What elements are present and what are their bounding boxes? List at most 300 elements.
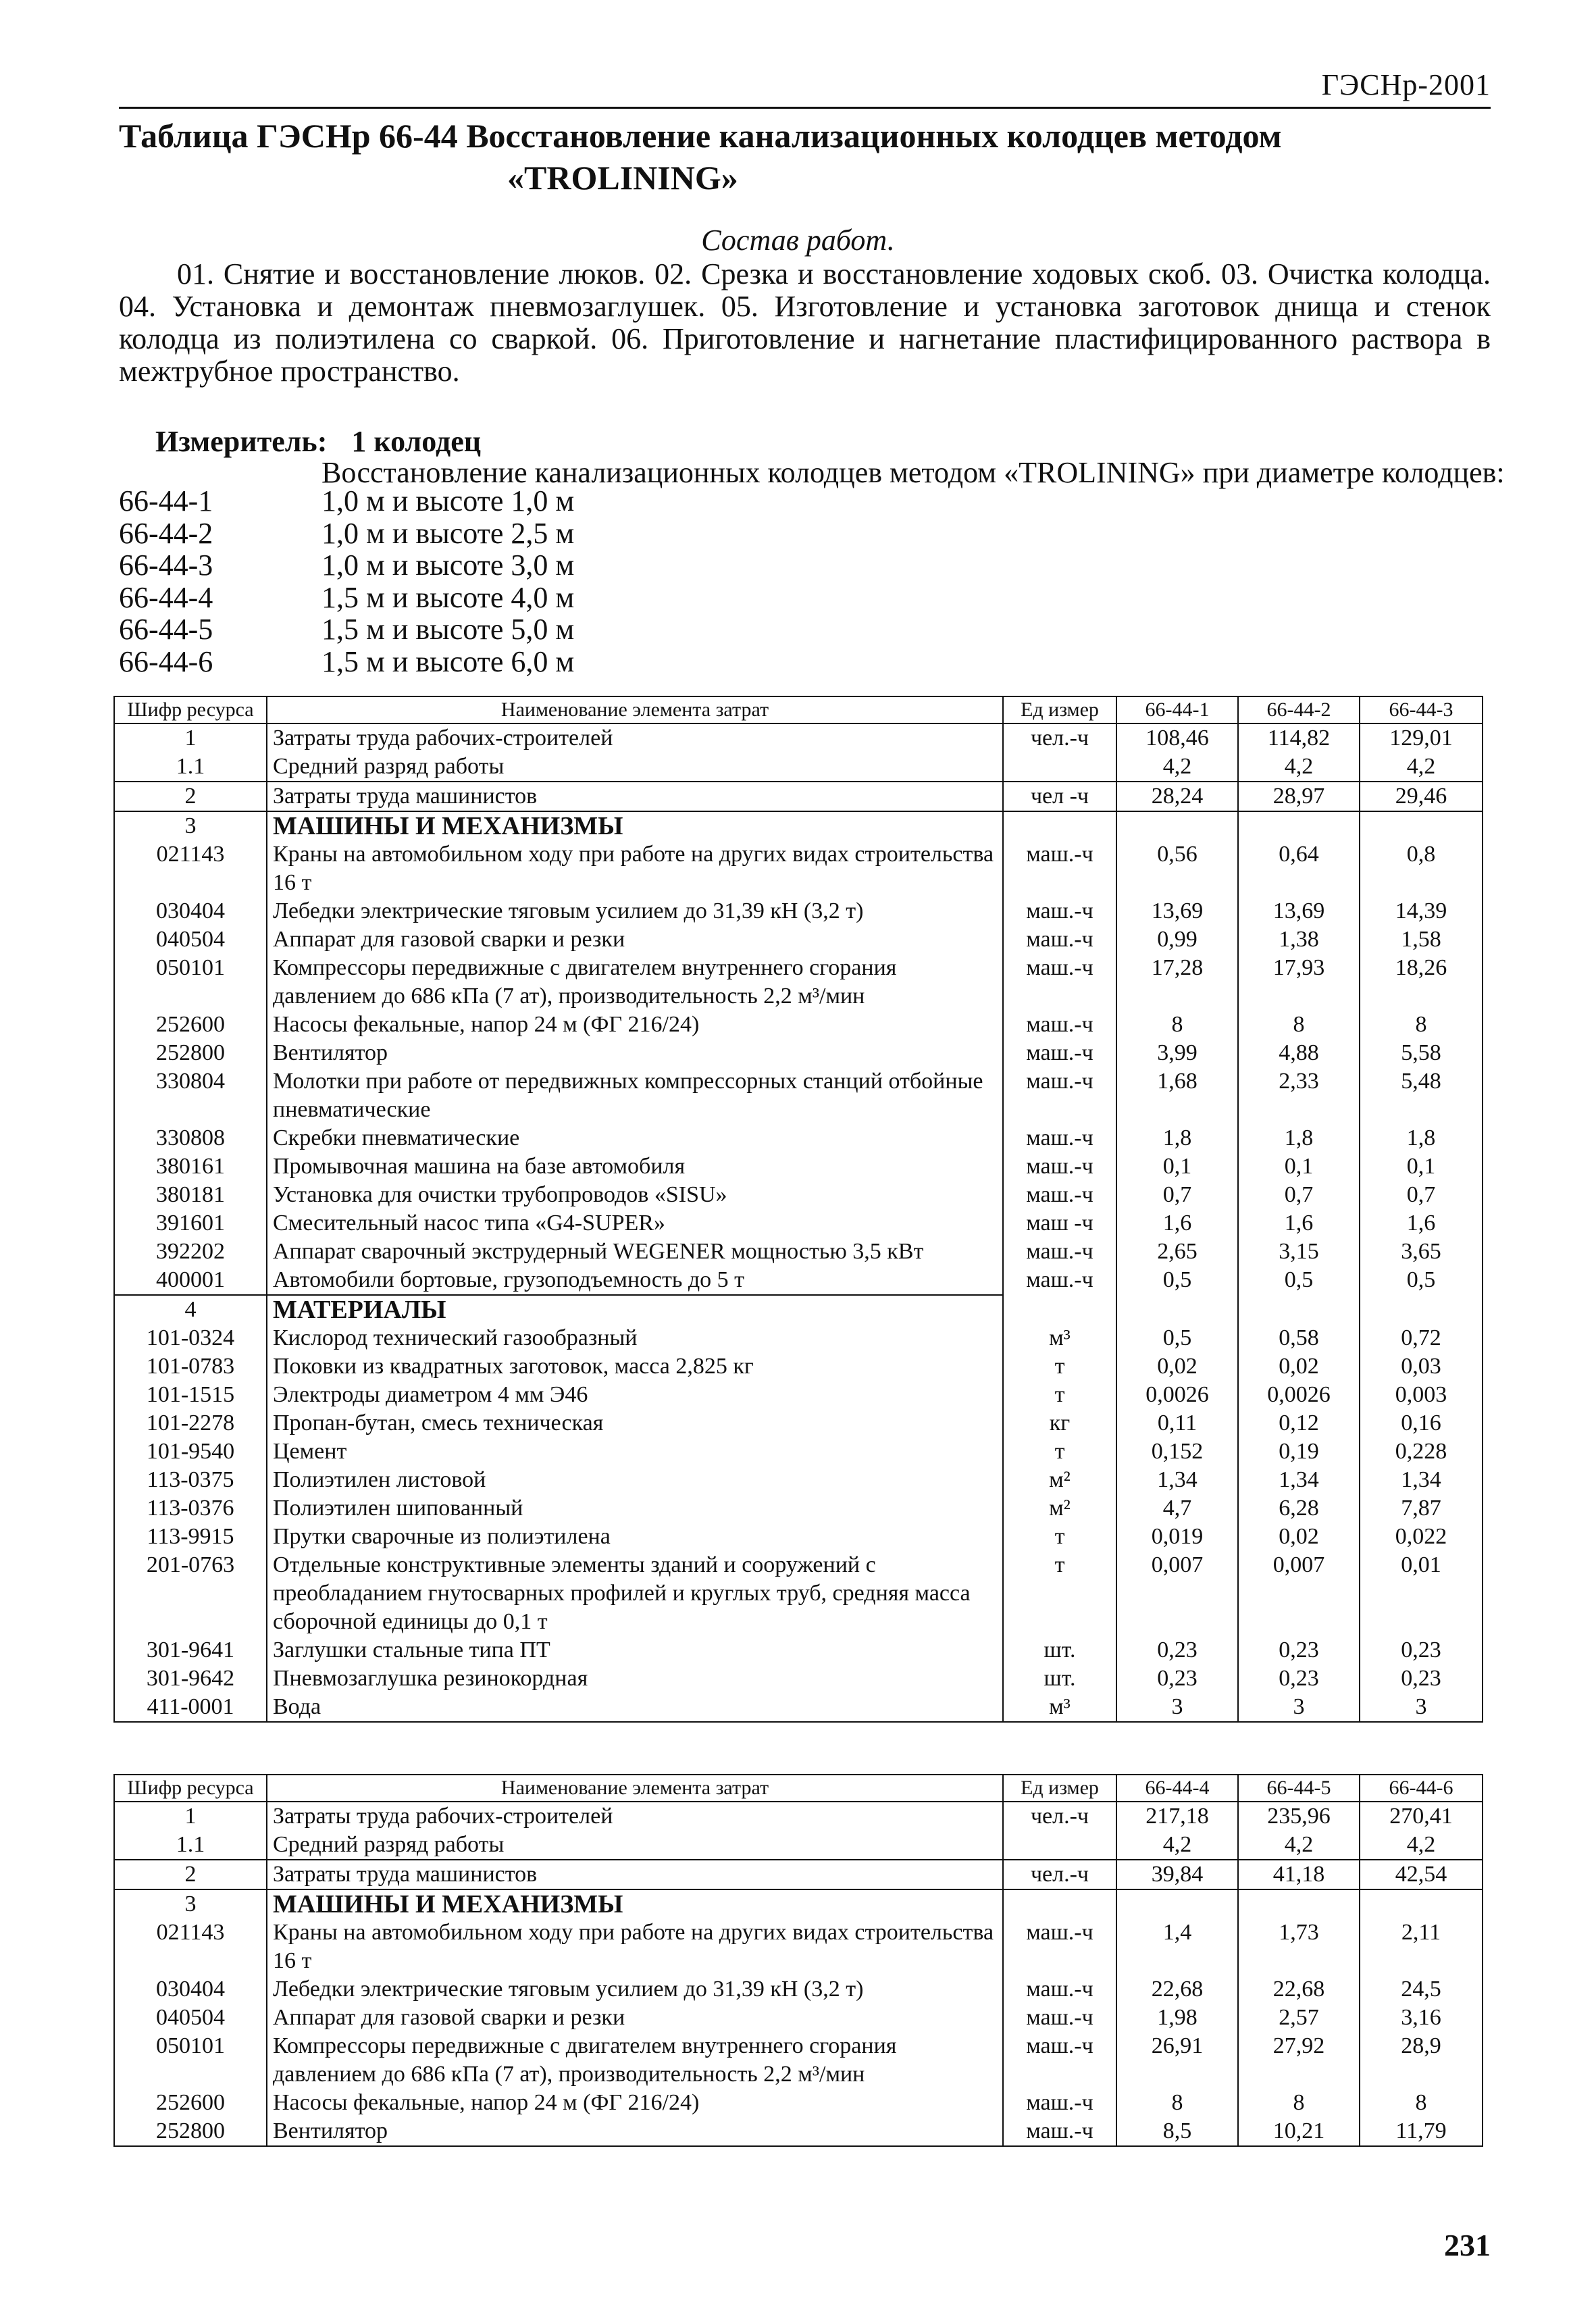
cost-name-cell: Скребки пневматические — [267, 1124, 1003, 1152]
resource-code-cell: 113-0375 — [114, 1466, 267, 1494]
cost-name-cell: Вода — [267, 1693, 1003, 1722]
value-cell: 0,23 — [1238, 1636, 1360, 1664]
value-cell: 1,4 — [1116, 1918, 1238, 1975]
value-cell: 0,5 — [1116, 1324, 1238, 1352]
table-row — [114, 1831, 1483, 1860]
table-row — [114, 1551, 1483, 1636]
variant-desc: 1,5 м и высоте 5,0 м — [321, 613, 575, 646]
value-cell: 1,34 — [1360, 1466, 1483, 1494]
table-row — [114, 782, 1483, 811]
unit-cell: маш.-ч — [1003, 1152, 1116, 1181]
unit-cell: т — [1003, 1523, 1116, 1551]
unit-cell: маш.-ч — [1003, 897, 1116, 925]
value-cell: 8 — [1116, 1011, 1238, 1039]
value-cell: 42,54 — [1360, 1860, 1483, 1889]
unit-cell: маш.-ч — [1003, 1124, 1116, 1152]
value-cell: 0,5 — [1116, 1266, 1238, 1295]
table-row — [114, 1266, 1483, 1295]
value-cell: 0,7 — [1360, 1181, 1483, 1209]
value-cell: 2,57 — [1238, 2004, 1360, 2032]
resource-code-cell: 400001 — [114, 1266, 267, 1295]
value-cell: 22,68 — [1116, 1975, 1238, 2004]
col-header-variant-1: 66-44-1 — [1116, 696, 1238, 723]
value-cell: 27,92 — [1238, 2032, 1360, 2089]
unit-cell: маш.-ч — [1003, 1266, 1116, 1295]
value-cell: 0,003 — [1360, 1381, 1483, 1409]
cost-name-cell: Затраты труда рабочих-строителей — [267, 1802, 1003, 1831]
value-cell: 22,68 — [1238, 1975, 1360, 2004]
cost-name-cell: Промывочная машина на базе автомобиля — [267, 1152, 1003, 1181]
page-number: 231 — [1444, 2228, 1491, 2262]
resource-code-cell: 040504 — [114, 2004, 267, 2032]
unit-cell: маш.-ч — [1003, 1238, 1116, 1266]
resource-code-cell: 4 — [114, 1295, 267, 1324]
table-row — [114, 753, 1483, 782]
value-cell: 0,02 — [1238, 1352, 1360, 1381]
unit-cell: т — [1003, 1381, 1116, 1409]
unit-cell: кг — [1003, 1409, 1116, 1438]
cost-name-cell: Молотки при работе от передвижных компрессорных станций отбойные пневматические — [267, 1067, 1003, 1124]
col-header-variant-4: 66-44-4 — [1116, 1775, 1238, 1802]
value-cell: 4,2 — [1116, 753, 1238, 782]
unit-cell: маш.-ч — [1003, 925, 1116, 954]
value-cell: 0,022 — [1360, 1523, 1483, 1551]
variant-code: 66-44-5 — [119, 613, 213, 646]
col-header-variant-2: 66-44-2 — [1238, 696, 1360, 723]
value-cell: 0,11 — [1116, 1409, 1238, 1438]
unit-cell: маш.-ч — [1003, 1067, 1116, 1124]
unit-cell — [1003, 1889, 1116, 1918]
variant-item — [119, 549, 574, 582]
measurer-label: Измеритель: — [155, 425, 328, 458]
variant-item — [119, 517, 574, 550]
unit-cell: т — [1003, 1551, 1116, 1636]
table-row — [114, 1975, 1483, 2004]
resource-code-cell: 021143 — [114, 1918, 267, 1975]
cost-name-cell: Средний разряд работы — [267, 1831, 1003, 1860]
unit-cell — [1003, 1831, 1116, 1860]
cost-name-cell: Краны на автомобильном ходу при работе на других видах строительства 16 т — [267, 1918, 1003, 1975]
variant-desc: 1,0 м и высоте 2,5 м — [321, 516, 575, 550]
unit-cell: маш.-ч — [1003, 1918, 1116, 1975]
cost-name-cell: Лебедки электрические тяговым усилием до 31,39 кН (3,2 т) — [267, 1975, 1003, 2004]
measurer-value: 1 колодец — [351, 425, 482, 458]
value-cell: 4,2 — [1238, 1831, 1360, 1860]
variant-code: 66-44-1 — [119, 484, 213, 517]
table-row — [114, 1523, 1483, 1551]
value-cell: 8 — [1116, 2089, 1238, 2117]
variants-list — [119, 485, 574, 678]
table-row — [114, 1466, 1483, 1494]
resource-code-cell: 113-0376 — [114, 1494, 267, 1523]
unit-cell: чел.-ч — [1003, 1802, 1116, 1831]
value-cell: 0,12 — [1238, 1409, 1360, 1438]
resource-code-cell: 1.1 — [114, 753, 267, 782]
table-row — [114, 1636, 1483, 1664]
cost-name-cell: Аппарат для газовой сварки и резки — [267, 925, 1003, 954]
value-cell: 0,152 — [1116, 1438, 1238, 1466]
value-cell: 4,2 — [1116, 1831, 1238, 1860]
value-cell: 0,23 — [1116, 1664, 1238, 1693]
table-row — [114, 1438, 1483, 1466]
value-cell: 39,84 — [1116, 1860, 1238, 1889]
value-cell: 3,65 — [1360, 1238, 1483, 1266]
unit-cell: т — [1003, 1438, 1116, 1466]
value-cell: 0,02 — [1238, 1523, 1360, 1551]
value-cell: 1,73 — [1238, 1918, 1360, 1975]
table-section-row — [114, 811, 1483, 840]
composition-caption: Состав работ. — [701, 224, 895, 257]
value-cell: 0,23 — [1360, 1636, 1483, 1664]
resource-code-cell: 330808 — [114, 1124, 267, 1152]
value-cell: 0,7 — [1238, 1181, 1360, 1209]
cost-name-cell: Цемент — [267, 1438, 1003, 1466]
variant-item — [119, 485, 574, 517]
value-cell: 13,69 — [1116, 897, 1238, 925]
value-cell: 0,64 — [1238, 840, 1360, 897]
value-cell: 1,58 — [1360, 925, 1483, 954]
variant-item — [119, 582, 574, 614]
value-cell: 0,56 — [1116, 840, 1238, 897]
cost-name-cell: Затраты труда машинистов — [267, 782, 1003, 811]
cost-table-1 — [113, 696, 1483, 1723]
value-cell: 0,23 — [1360, 1664, 1483, 1693]
table-row — [114, 2117, 1483, 2146]
resource-code-cell: 301-9642 — [114, 1664, 267, 1693]
resource-code-cell: 411-0001 — [114, 1693, 267, 1722]
unit-cell: маш.-ч — [1003, 840, 1116, 897]
unit-cell: чел.-ч — [1003, 1860, 1116, 1889]
table-row — [114, 840, 1483, 897]
value-cell: 0,19 — [1238, 1438, 1360, 1466]
resource-code-cell: 392202 — [114, 1238, 267, 1266]
value-cell: 0,5 — [1360, 1266, 1483, 1295]
cost-name-cell: Заглушки стальные типа ПТ — [267, 1636, 1003, 1664]
value-cell: 3,99 — [1116, 1039, 1238, 1067]
value-cell: 235,96 — [1238, 1802, 1360, 1831]
unit-cell: маш.-ч — [1003, 2117, 1116, 2146]
table-row — [114, 1918, 1483, 1975]
col-header-cost-name: Наименование элемента затрат — [267, 696, 1003, 723]
resource-code-cell: 252800 — [114, 1039, 267, 1067]
unit-cell: чел.-ч — [1003, 723, 1116, 753]
value-cell: 8,5 — [1116, 2117, 1238, 2146]
table-row — [114, 954, 1483, 1011]
value-cell: 0,7 — [1116, 1181, 1238, 1209]
unit-cell: маш.-ч — [1003, 1975, 1116, 2004]
variant-item — [119, 646, 574, 678]
table-header-row — [114, 696, 1483, 723]
value-cell: 26,91 — [1116, 2032, 1238, 2089]
col-header-variant-3: 66-44-3 — [1360, 696, 1483, 723]
table-row — [114, 723, 1483, 753]
value-cell: 0,0026 — [1238, 1381, 1360, 1409]
value-cell: 217,18 — [1116, 1802, 1238, 1831]
resource-code-cell: 030404 — [114, 1975, 267, 2004]
cost-name-cell: МАТЕРИАЛЫ — [267, 1295, 1003, 1324]
value-cell: 6,28 — [1238, 1494, 1360, 1523]
value-cell: 4,7 — [1116, 1494, 1238, 1523]
table-row — [114, 1693, 1483, 1722]
resource-code-cell: 301-9641 — [114, 1636, 267, 1664]
cost-name-cell: Краны на автомобильном ходу при работе на других видах строительства 16 т — [267, 840, 1003, 897]
value-cell: 5,58 — [1360, 1039, 1483, 1067]
resource-code-cell: 1.1 — [114, 1831, 267, 1860]
unit-cell: м² — [1003, 1494, 1116, 1523]
table-row — [114, 1860, 1483, 1889]
page-title — [119, 115, 1335, 199]
table-row — [114, 1238, 1483, 1266]
cost-name-cell: Полиэтилен шипованный — [267, 1494, 1003, 1523]
value-cell: 8 — [1360, 2089, 1483, 2117]
cost-name-cell: Прутки сварочные из полиэтилена — [267, 1523, 1003, 1551]
variant-desc: 1,5 м и высоте 4,0 м — [321, 580, 575, 614]
cost-name-cell: МАШИНЫ И МЕХАНИЗМЫ — [267, 1889, 1003, 1918]
resource-code-cell: 380161 — [114, 1152, 267, 1181]
value-cell: 1,98 — [1116, 2004, 1238, 2032]
variant-desc: 1,0 м и высоте 3,0 м — [321, 549, 575, 582]
table-row — [114, 2089, 1483, 2117]
col-header-unit: Ед измер — [1003, 696, 1116, 723]
value-cell: 14,39 — [1360, 897, 1483, 925]
cost-name-cell: Установка для очистки трубопроводов «SISU» — [267, 1181, 1003, 1209]
resource-code-cell: 330804 — [114, 1067, 267, 1124]
value-cell: 7,87 — [1360, 1494, 1483, 1523]
value-cell: 129,01 — [1360, 723, 1483, 753]
unit-cell: маш.-ч — [1003, 1011, 1116, 1039]
table-row — [114, 1209, 1483, 1238]
resource-code-cell: 201-0763 — [114, 1551, 267, 1636]
value-cell: 0,02 — [1116, 1352, 1238, 1381]
composition-text: 01. Снятие и восстановление люков. 02. Срезка и восстановление ходовых скоб. 03. Очистка колодца. 04. Установка и демонтаж пневмозаглушек. 05. Изготовление и установка заготовок днища и стенок колодца из полиэтилена со сваркой. 06. Приготовление и нагнетание пластифицированного раствора в межтрубное пространство. — [119, 257, 1491, 388]
table-row — [114, 1067, 1483, 1124]
table-row — [114, 1664, 1483, 1693]
value-cell: 108,46 — [1116, 723, 1238, 753]
cost-table-2 — [113, 1774, 1483, 2147]
measurer — [155, 424, 505, 459]
value-cell — [1238, 811, 1360, 840]
value-cell: 0,1 — [1116, 1152, 1238, 1181]
value-cell: 29,46 — [1360, 782, 1483, 811]
value-cell: 8 — [1238, 1011, 1360, 1039]
unit-cell — [1003, 1295, 1116, 1324]
table-row — [114, 1181, 1483, 1209]
cost-name-cell: Пневмозаглушка резинокордная — [267, 1664, 1003, 1693]
variant-desc: 1,0 м и высоте 1,0 м — [321, 484, 575, 517]
value-cell: 0,1 — [1238, 1152, 1360, 1181]
variant-item — [119, 613, 574, 646]
resource-code-cell: 050101 — [114, 954, 267, 1011]
value-cell: 1,68 — [1116, 1067, 1238, 1124]
value-cell: 1,8 — [1238, 1124, 1360, 1152]
value-cell — [1360, 1295, 1483, 1324]
unit-cell: маш.-ч — [1003, 954, 1116, 1011]
cost-name-cell: Смесительный насос типа «G4-SUPER» — [267, 1209, 1003, 1238]
value-cell: 1,6 — [1116, 1209, 1238, 1238]
resource-code-cell: 101-9540 — [114, 1438, 267, 1466]
unit-cell: м³ — [1003, 1324, 1116, 1352]
value-cell: 1,34 — [1238, 1466, 1360, 1494]
resource-code-cell: 050101 — [114, 2032, 267, 2089]
cost-name-cell: Насосы фекальные, напор 24 м (ФГ 216/24) — [267, 2089, 1003, 2117]
value-cell: 8 — [1360, 1011, 1483, 1039]
variant-code: 66-44-4 — [119, 580, 213, 614]
value-cell: 5,48 — [1360, 1067, 1483, 1124]
value-cell: 1,6 — [1360, 1209, 1483, 1238]
value-cell — [1116, 1889, 1238, 1918]
cost-name-cell: Поковки из квадратных заготовок, масса 2,825 кг — [267, 1352, 1003, 1381]
value-cell: 8 — [1238, 2089, 1360, 2117]
resource-code-cell: 252600 — [114, 2089, 267, 2117]
table-row — [114, 1039, 1483, 1067]
table-row — [114, 1352, 1483, 1381]
table-row — [114, 1124, 1483, 1152]
table-row — [114, 1152, 1483, 1181]
value-cell: 0,99 — [1116, 925, 1238, 954]
value-cell — [1116, 811, 1238, 840]
unit-cell: м² — [1003, 1466, 1116, 1494]
value-cell — [1238, 1889, 1360, 1918]
value-cell: 2,11 — [1360, 1918, 1483, 1975]
resource-code-cell: 113-9915 — [114, 1523, 267, 1551]
resource-code-cell: 021143 — [114, 840, 267, 897]
table-row — [114, 897, 1483, 925]
table-row — [114, 2004, 1483, 2032]
value-cell: 17,93 — [1238, 954, 1360, 1011]
value-cell: 1,8 — [1116, 1124, 1238, 1152]
table-row — [114, 1494, 1483, 1523]
table-section-row — [114, 1295, 1483, 1324]
value-cell: 0,5 — [1238, 1266, 1360, 1295]
unit-cell: шт. — [1003, 1636, 1116, 1664]
resource-code-cell: 030404 — [114, 897, 267, 925]
value-cell: 2,65 — [1116, 1238, 1238, 1266]
cost-name-cell: Аппарат сварочный экструдерный WEGENER мощностью 3,5 кВт — [267, 1238, 1003, 1266]
unit-cell: маш.-ч — [1003, 1181, 1116, 1209]
value-cell: 0,72 — [1360, 1324, 1483, 1352]
value-cell: 3 — [1116, 1693, 1238, 1722]
value-cell: 24,5 — [1360, 1975, 1483, 2004]
value-cell: 3,16 — [1360, 2004, 1483, 2032]
value-cell: 3 — [1360, 1693, 1483, 1722]
value-cell: 0,007 — [1238, 1551, 1360, 1636]
cost-name-cell: Электроды диаметром 4 мм Э46 — [267, 1381, 1003, 1409]
value-cell: 0,228 — [1360, 1438, 1483, 1466]
col-header-variant-6: 66-44-6 — [1360, 1775, 1483, 1802]
cost-name-cell: Компрессоры передвижные с двигателем внутреннего сгорания давлением до 686 кПа (7 ат), производительность 2,2 м³/мин — [267, 2032, 1003, 2089]
variants-heading: Восстановление канализационных колодцев методом «TROLINING» при диаметре колодцев: — [321, 456, 1505, 489]
value-cell: 28,9 — [1360, 2032, 1483, 2089]
table-row — [114, 925, 1483, 954]
cost-name-cell: Вентилятор — [267, 2117, 1003, 2146]
col-header-cost-name: Наименование элемента затрат — [267, 1775, 1003, 1802]
value-cell: 4,2 — [1238, 753, 1360, 782]
variant-code: 66-44-2 — [119, 516, 213, 550]
value-cell: 0,23 — [1238, 1664, 1360, 1693]
value-cell: 4,88 — [1238, 1039, 1360, 1067]
resource-code-cell: 040504 — [114, 925, 267, 954]
cost-name-cell: Лебедки электрические тяговым усилием до 31,39 кН (3,2 т) — [267, 897, 1003, 925]
cost-name-cell: Затраты труда рабочих-строителей — [267, 723, 1003, 753]
value-cell — [1360, 1889, 1483, 1918]
value-cell: 0,0026 — [1116, 1381, 1238, 1409]
resource-code-cell: 1 — [114, 1802, 267, 1831]
table-row — [114, 1011, 1483, 1039]
value-cell: 1,6 — [1238, 1209, 1360, 1238]
value-cell: 2,33 — [1238, 1067, 1360, 1124]
cost-name-cell: Вентилятор — [267, 1039, 1003, 1067]
unit-cell — [1003, 811, 1116, 840]
cost-name-cell: МАШИНЫ И МЕХАНИЗМЫ — [267, 811, 1003, 840]
col-header-resource-code: Шифр ресурса — [114, 1775, 267, 1802]
unit-cell: маш.-ч — [1003, 2004, 1116, 2032]
value-cell: 18,26 — [1360, 954, 1483, 1011]
value-cell: 0,1 — [1360, 1152, 1483, 1181]
col-header-variant-5: 66-44-5 — [1238, 1775, 1360, 1802]
unit-cell: м³ — [1003, 1693, 1116, 1722]
cost-name-cell: Средний разряд работы — [267, 753, 1003, 782]
value-cell: 3,15 — [1238, 1238, 1360, 1266]
value-cell: 0,007 — [1116, 1551, 1238, 1636]
value-cell: 270,41 — [1360, 1802, 1483, 1831]
col-header-resource-code: Шифр ресурса — [114, 696, 267, 723]
resource-code-cell: 2 — [114, 1860, 267, 1889]
value-cell: 0,01 — [1360, 1551, 1483, 1636]
value-cell: 0,23 — [1116, 1636, 1238, 1664]
value-cell: 28,97 — [1238, 782, 1360, 811]
table-row — [114, 1409, 1483, 1438]
unit-cell: маш.-ч — [1003, 2089, 1116, 2117]
cost-name-cell: Отдельные конструктивные элементы зданий и сооружений с преобладанием гнутосварных профилей и круглых труб, средняя масса сборочной единицы до 0,1 т — [267, 1551, 1003, 1636]
table-row — [114, 1802, 1483, 1831]
table-section-row — [114, 1889, 1483, 1918]
value-cell — [1360, 811, 1483, 840]
page-title-line2: «TROLINING» — [507, 159, 738, 197]
table-row — [114, 2032, 1483, 2089]
cost-name-cell: Автомобили бортовые, грузоподъемность до 5 т — [267, 1266, 1003, 1295]
page-title-line1: Таблица ГЭСНр 66-44 Восстановление канализационных колодцев методом — [119, 117, 1282, 155]
resource-code-cell: 252600 — [114, 1011, 267, 1039]
value-cell: 4,2 — [1360, 1831, 1483, 1860]
cost-name-cell: Пропан-бутан, смесь техническая — [267, 1409, 1003, 1438]
value-cell: 13,69 — [1238, 897, 1360, 925]
resource-code-cell: 101-1515 — [114, 1381, 267, 1409]
resource-code-cell: 101-0324 — [114, 1324, 267, 1352]
resource-code-cell: 391601 — [114, 1209, 267, 1238]
cost-name-cell: Кислород технический газообразный — [267, 1324, 1003, 1352]
value-cell: 0,019 — [1116, 1523, 1238, 1551]
unit-cell — [1003, 753, 1116, 782]
value-cell: 1,38 — [1238, 925, 1360, 954]
value-cell: 28,24 — [1116, 782, 1238, 811]
value-cell: 1,8 — [1360, 1124, 1483, 1152]
value-cell: 41,18 — [1238, 1860, 1360, 1889]
resource-code-cell: 380181 — [114, 1181, 267, 1209]
header-rule — [119, 107, 1491, 109]
value-cell: 3 — [1238, 1693, 1360, 1722]
resource-code-cell: 3 — [114, 1889, 267, 1918]
table-header-row — [114, 1775, 1483, 1802]
resource-code-cell: 3 — [114, 811, 267, 840]
document-code: ГЭСНр-2001 — [1321, 68, 1491, 101]
value-cell: 10,21 — [1238, 2117, 1360, 2146]
value-cell: 11,79 — [1360, 2117, 1483, 2146]
cost-name-cell: Полиэтилен листовой — [267, 1466, 1003, 1494]
value-cell: 0,16 — [1360, 1409, 1483, 1438]
resource-code-cell: 1 — [114, 723, 267, 753]
value-cell: 0,58 — [1238, 1324, 1360, 1352]
value-cell: 17,28 — [1116, 954, 1238, 1011]
